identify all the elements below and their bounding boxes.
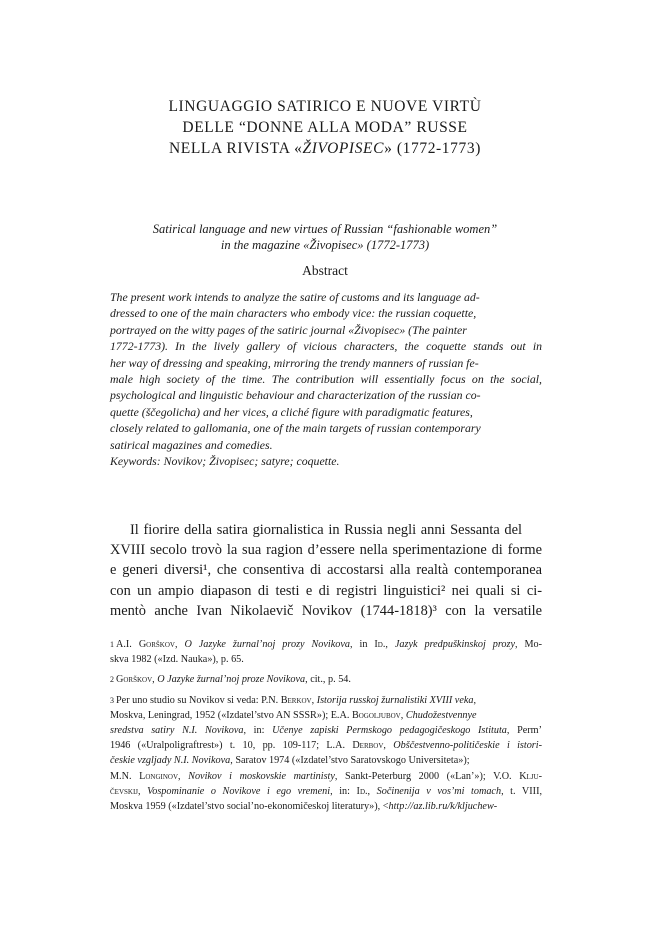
abstract-line: dressed to one of the main characters who embody vice: the russian coquette, xyxy=(110,306,477,321)
title-line-3: NELLA RIVISTA «ŽIVOPISEC» (1772-1773) xyxy=(169,140,481,157)
body-line: con un ampio diapason di testi e di registri linguistici² nei quali si ci- xyxy=(110,582,542,599)
abstract-line: quette (ščegolicha) and her vices, a cliché figure with paradigmatic features, xyxy=(110,404,473,419)
keywords: Keywords: Novikov; Živopisec; satyre; coquette. xyxy=(110,454,340,468)
footnote-3: 3 Per uno studio su Novikov si veda: P.N. Berkov, Istorija russkoj žurnalistiki XVIII veka, Moskva, Leningrad, 1952 («Izdatel’stvo AN SSSR»); E.A. Bogoljubov, Chudožestvennye sredstva satiry N.I. Novikova, in: Učenye zapiski Permskogo pedagogičeskogo Istituta, Perm’ 1946 («Uralpoligraftrest») t. 10, pp. 109-117; L.A. Derbov, Obščestvenno-političeskie i istori- českie vzgljady N.I. Novikova, Saratov 1974 («Izdatel’stvo Saratovskogo Universiteta»); M.N. Longinov, Novikov i moskovskie martinisty, Sankt-Peterburg 2000 («Lan’»); V.O. Klju- čevskij, Vospominanie o Novikove i ego vremeni, in: Id., Sočinenija v vos’mi tomach, t. VIII, Moskva 1959 («Izdatel’stvo social’no-ekonomičeskoj literatury»), <http://az.lib.ru/k/kljuchew- xyxy=(110,694,543,813)
footnote-1: 1 A.I. Gorškov, O Jazyke žurnal’noj prozy Novikova, in Id., Jazyk predpuškinskoj prozy, Mo- skva 1982 («Izd. Nauka»), p. 65. xyxy=(110,639,543,666)
article-title xyxy=(60,96,590,159)
abstract-line: her way of dressing and speaking, mirroring the trendy manners of russian fe- xyxy=(110,355,479,370)
english-title-line-2: in the magazine «Živopisec» (1772-1773) xyxy=(220,238,430,252)
footnote-2: 2 Gorškov, O Jazyke žurnal’noj proze Novikova, cit., p. 54. xyxy=(110,674,351,686)
abstract-line: The present work intends to analyze the satire of customs and its language ad- xyxy=(110,290,480,304)
body-line: mentò anche Ivan Nikolaevič Novikov (1744-1818)³ con la versatile xyxy=(110,602,542,619)
body-line: Il fiorire della satira giornalistica in Russia negli anni Sessanta del xyxy=(130,522,522,538)
english-title xyxy=(80,221,570,253)
body-line: e generi diversi¹, che consentiva di accostarsi alla realtà contemporanea xyxy=(110,562,542,579)
abstract-heading: Abstract xyxy=(302,263,348,278)
body-line: XVIII secolo trovò la sua ragion d’essere nella sperimentazione di forme xyxy=(110,542,542,559)
abstract-line: psychological and linguistic behaviour and characterization of the russian co- xyxy=(110,388,481,403)
title-line-2: DELLE “DONNE ALLA MODA” RUSSE xyxy=(182,119,468,136)
english-title-line-1: Satirical language and new virtues of Russian “fashionable women” xyxy=(152,222,498,236)
body-paragraph xyxy=(110,520,542,621)
title-line-1: LINGUAGGIO SATIRICO E NUOVE VIRTÙ xyxy=(168,98,482,115)
abstract-line: portrayed on the witty pages of the satiric journal «Živopisec» (The painter xyxy=(110,322,467,337)
footnotes xyxy=(110,637,542,819)
abstract-line: closely related to gallomania, one of the main targets of russian contemporary xyxy=(110,421,481,436)
abstract-line: 1772-1773). In the lively gallery of vicious characters, the coquette stands out in xyxy=(110,339,542,354)
abstract-line: satirical magazines and comedies. xyxy=(110,437,273,452)
abstract-line: male high society of the time. The contribution will essentially focus on the social, xyxy=(110,372,542,387)
abstract-text xyxy=(110,289,542,453)
